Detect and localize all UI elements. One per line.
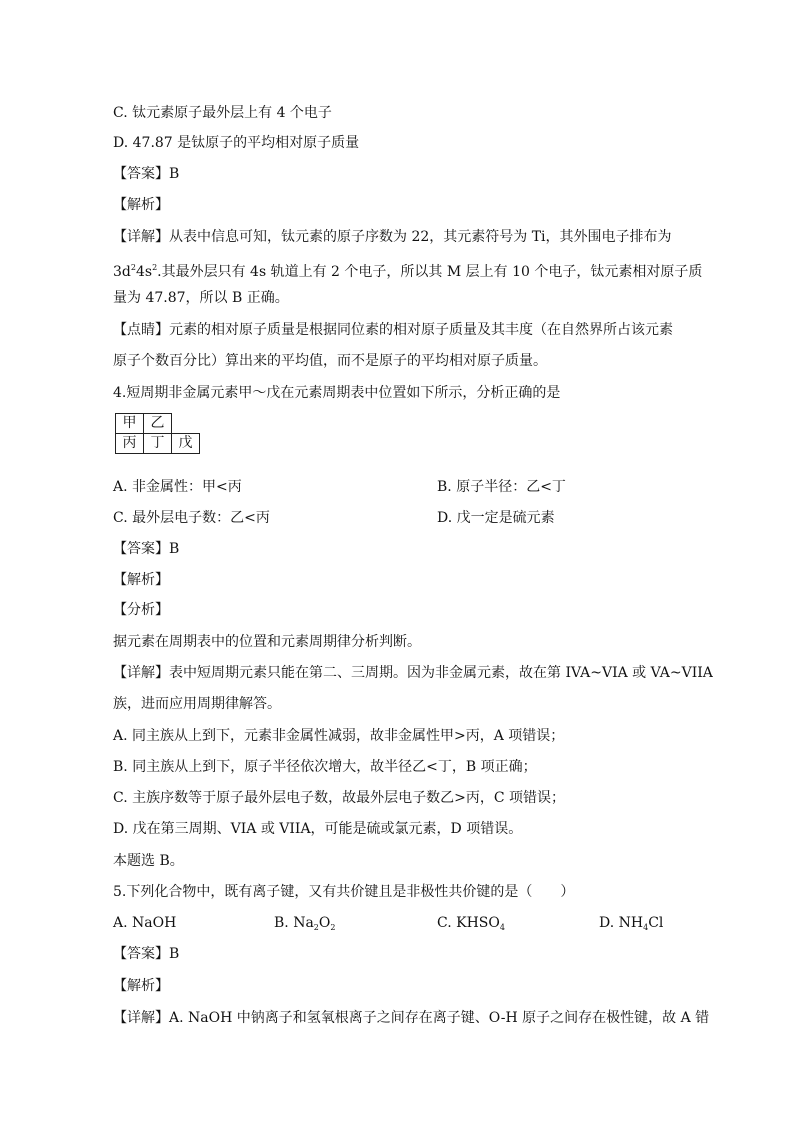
- q4-option-a: A. 非金属性：甲<丙: [113, 479, 242, 495]
- q3-answer: 【答案】B: [113, 166, 180, 182]
- q5-detail-line1: [113, 1008, 709, 1028]
- q5-option-c: C. $KHSO_4$: [437, 915, 505, 932]
- q3-detail-line3: 量为 47.87，所以 B 正确。: [113, 290, 289, 306]
- q4-conclusion: 本题选 B。: [113, 853, 184, 869]
- q5-question: 5.下列化合物中，既有离子键，又有共价键且是非极性共价键的是（ ）: [113, 884, 575, 900]
- q4-answer: 【答案】B: [113, 541, 180, 557]
- q3-detail-line2: [113, 258, 702, 282]
- table-cell-empty: [172, 414, 200, 434]
- q3-point-line1: [113, 320, 673, 340]
- table-cell: 丙: [116, 434, 144, 454]
- detail-label: 【详解】: [113, 229, 169, 245]
- periodic-table-fragment: [115, 413, 200, 454]
- q4-option-d: D. 戊一定是硫元素: [437, 510, 555, 526]
- point-text: 元素的相对原子质量是根据同位素的相对原子质量及其丰度（在自然界所占该元素: [169, 322, 673, 338]
- detail-text: .其最外层只有 4s 轨道上有 2 个电子，所以其 M 层上有 10 个电子，钛元素相对原子质: [157, 264, 703, 280]
- q5-option-a: A. NaOH: [113, 915, 177, 931]
- detail-text: 表中短周期元素只能在第二、三周期。因为非金属元素，故在第 IVA~VIA 或 VA~VIIA: [169, 665, 713, 681]
- table-cell: 乙: [144, 414, 172, 434]
- detail-text: 从表中信息可知，钛元素的原子序数为 22，其元素符号为 Ti，其外围电子排布为: [169, 229, 672, 245]
- table-cell: 丁: [144, 434, 172, 454]
- q4-line-a: A. 同主族从上到下，元素非金属性减弱，故非金属性甲>丙，A 项错误；: [113, 728, 565, 744]
- q4-option-b: B. 原子半径：乙<丁: [437, 479, 566, 495]
- q5-option-d: D. $NH_4Cl$: [599, 915, 664, 932]
- table-cell: 甲: [116, 414, 144, 434]
- q3-detail-line1: [113, 227, 672, 247]
- detail-label: 【详解】: [113, 665, 169, 681]
- point-label: 【点睛】: [113, 322, 169, 338]
- q5-analysis-label: 【解析】: [113, 978, 169, 994]
- table-cell: 戊: [172, 434, 200, 454]
- q5-option-b: B. $Na_2O_2$: [274, 915, 336, 932]
- electron-config: $3d^24s^2$: [113, 263, 158, 280]
- q3-analysis-label: 【解析】: [113, 197, 169, 213]
- q3-point-line2: 原子个数百分比）算出来的平均值，而不是原子的平均相对原子质量。: [113, 353, 547, 369]
- q4-fenxi-text: 据元素在周期表中的位置和元素周期律分析判断。: [113, 634, 421, 650]
- detail-text: A. NaOH 中钠离子和氢氧根离子之间存在离子键、O-H 原子之间存在极性键，故 A 错: [169, 1010, 710, 1026]
- q4-detail-line2: 族，进而应用周期律解答。: [113, 696, 281, 712]
- q4-fenxi-label: 【分析】: [113, 602, 169, 618]
- q4-question: 4.短周期非金属元素甲～戊在元素周期表中位置如下所示，分析正确的是: [113, 385, 561, 401]
- detail-label: 【详解】: [113, 1010, 169, 1026]
- q4-line-c: C. 主族序数等于原子最外层电子数，故最外层电子数乙>丙，C 项错误；: [113, 790, 566, 806]
- q3-option-d: D. 47.87 是钛原子的平均相对原子质量: [113, 135, 360, 151]
- q4-line-d: D. 戊在第三周期、VIA 或 VIIA，可能是硫或氯元素，D 项错误。: [113, 821, 523, 837]
- q4-line-b: B. 同主族从上到下，原子半径依次增大，故半径乙<丁，B 项正确；: [113, 759, 537, 775]
- q3-option-c: C. 钛元素原子最外层上有 4 个电子: [113, 105, 332, 121]
- q5-answer: 【答案】B: [113, 946, 180, 962]
- q4-analysis-label: 【解析】: [113, 572, 169, 588]
- q4-option-c: C. 最外层电子数：乙<丙: [113, 510, 270, 526]
- q4-detail-line1: [113, 663, 713, 683]
